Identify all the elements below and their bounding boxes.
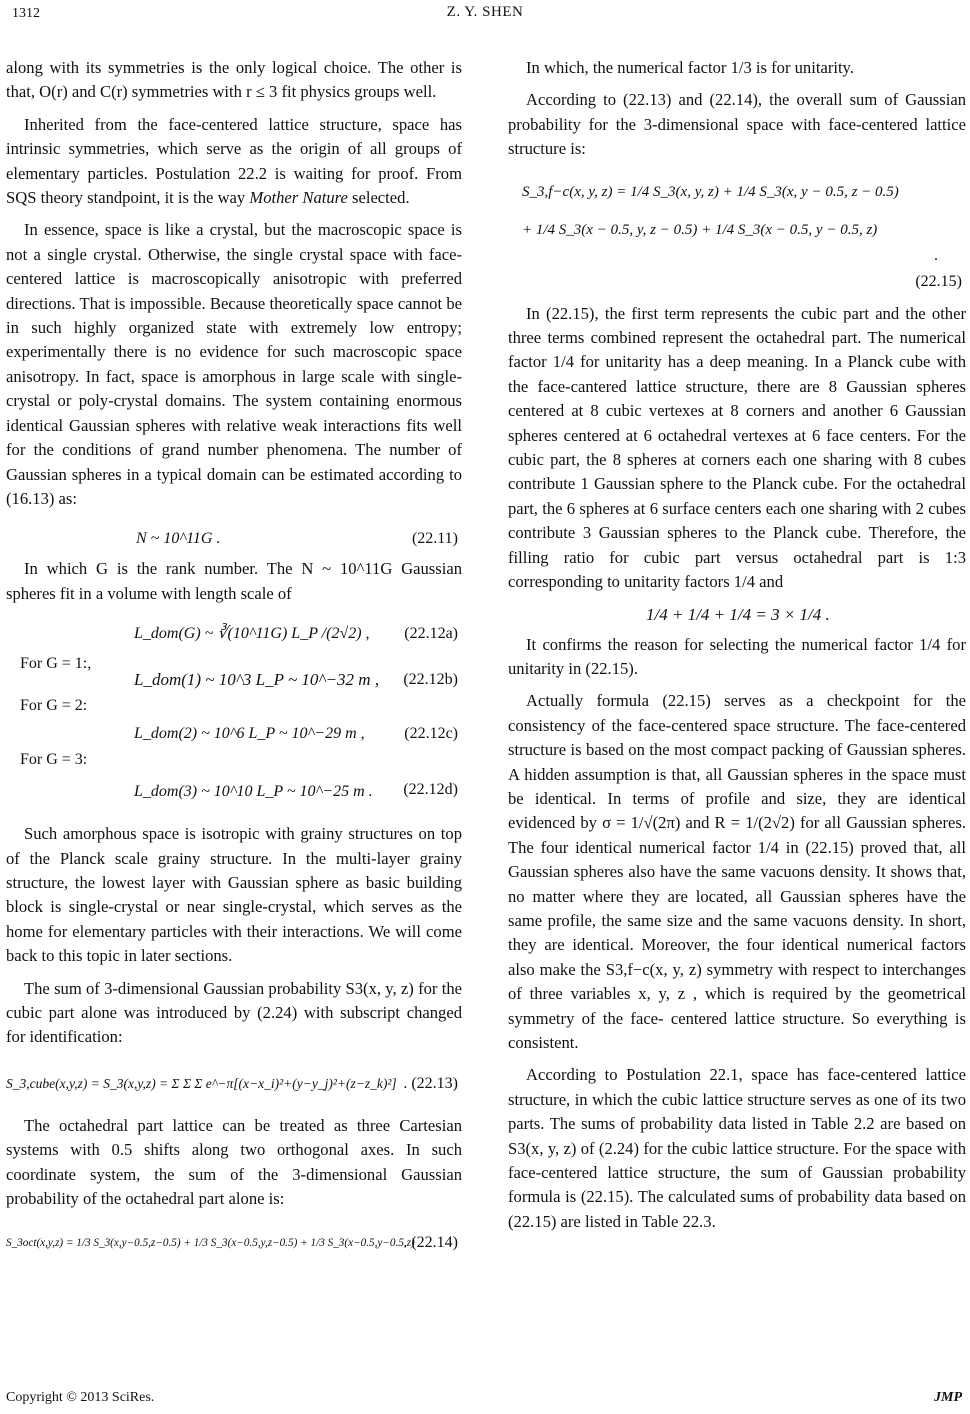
equation-22-15: S_3,f−c(x, y, z) = 1/4 S_3(x, y, z) + 1/4 S_3(x, y − 0.5, z − 0.5) + 1/4 S_3(x − 0.5, y, z − 0.5) + 1/4 S_3(x − 0.5, y − 0.5, z) . (22.15) bbox=[522, 183, 962, 290]
paragraph: The octahedral part lattice can be treated as three Cartesian systems with 0.5 shifts along two orthogonal axes. In such coordinate system, the sum of the 3-dimensional Gaussian probability of the octahedral part alone is: bbox=[6, 1115, 462, 1208]
paragraph: In which G is the rank number. The N ~ 10^11G Gaussian spheres fit in a volume with length scale of bbox=[6, 559, 462, 603]
page-number: 1312 bbox=[12, 6, 40, 21]
left-column bbox=[6, 56, 462, 1263]
paragraph: In essence, space is like a crystal, but the macroscopic space is not a single crystal. Otherwise, the single crystal space with face-centered lattice is macroscopically anisotropic with preferred directions. That is impossible. Because theoretically space cannot be in such highly organized state with extremely low entropy; experimentally there is no evidence for such macroscopic space anisotropy. In fact, space is amorphous in large scale with single-crystal or poly-crystal domains. The system containing enormous identical Gaussian spheres with relative weak interactions fits well for the conditions of grand number phenomena. The number of Gaussian spheres in a typical domain can be estimated according to (16.13) as: bbox=[6, 220, 462, 508]
paragraph: According to (22.13) and (22.14), the overall sum of Gaussian probability for the 3-dimensional space with face-centered lattice structure is: bbox=[508, 90, 966, 159]
equation-22-12d: For G = 3: L_dom(3) ~ 10^10 L_P ~ 10^−25 m . (22.12d) bbox=[20, 751, 458, 801]
right-column bbox=[508, 56, 966, 1242]
paragraph: In (22.15), the first term represents the cubic part and the other three terms combined represent the octahedral part. The numerical factor 1/4 for unitarity has a deep meaning. In a Planck cube with the face-cantered lattice structure, there are 8 Gaussian spheres centered at 8 cubic vertexes at 8 corners and another 6 Gaussian spheres centered at 6 octahedral vertexes at 6 face centers. For the cubic part, the 8 spheres at corners each one sharing with 8 cubes contribute 1 Gaussian sphere to the Planck cube. For the octahedral part, the 6 spheres at 6 surface centers each one sharing with 2 cubes contribute 3 Gaussian spheres to the Planck cube. Therefore, the filling ratio for cubic part versus octahedral part is 1:3 corresponding to unitarity factors 1/4 and bbox=[508, 303, 966, 592]
copyright: Copyright © 2013 SciRes. bbox=[6, 1390, 155, 1405]
equation-22-12a: L_dom(G) ~ ∛(10^11G) L_P /(2√2) , (22.12a) bbox=[134, 625, 458, 643]
equation-quarters: 1/4 + 1/4 + 1/4 = 3 × 1/4 . bbox=[646, 604, 830, 624]
equation-22-13: S_3,cube(x,y,z) = S_3(x,y,z) = Σ Σ Σ e^−π[(x−x_i)²+(y−y_j)²+(z−z_k)²] . (22.13) bbox=[6, 1074, 458, 1092]
running-head: Z. Y. SHEN bbox=[446, 4, 524, 20]
equation-22-12b: For G = 1:, L_dom(1) ~ 10^3 L_P ~ 10^−32 m , (22.12b) bbox=[20, 655, 458, 690]
journal-name: JMP bbox=[934, 1390, 962, 1405]
paragraph: along with its symmetries is the only logical choice. The other is that, O(r) and C(r) symmetries with r ≤ 3 fit physics groups well. bbox=[6, 58, 462, 102]
equation-22-12c: For G = 2: L_dom(2) ~ 10^6 L_P ~ 10^−29 m , (22.12c) bbox=[20, 697, 458, 743]
emphasis: Mother Nature bbox=[249, 188, 348, 208]
paragraph: Inherited from the face-centered lattice structure, space has intrinsic symmetries, which serve as the origin of all groups of elementary particles. Postulation 22.2 is waiting for proof. From SQS theory standpoint, it is the way Mother Nature selected. bbox=[6, 114, 462, 208]
equation-22-11: N ~ 10^11G . (22.11) bbox=[136, 530, 458, 548]
paragraph: It confirms the reason for selecting the numerical factor 1/4 for unitarity in (22.15). bbox=[508, 634, 966, 678]
paragraph: Such amorphous space is isotropic with grainy structures on top of the Planck scale grainy structure. In the multi-layer grainy structure, the lowest layer with Gaussian sphere as basic building block is single-crystal or near single-crystal, which serves as the home for elementary particles with their interactions. We will come back to this topic in later sections. bbox=[6, 824, 462, 966]
paragraph: The sum of 3-dimensional Gaussian probability S3(x, y, z) for the cubic part alone was introduced by (2.24) with subscript changed for identification: bbox=[6, 978, 462, 1047]
paragraph: In which, the numerical factor 1/3 is for unitarity. bbox=[526, 58, 854, 77]
paragraph: According to Postulation 22.1, space has face-centered lattice structure, in which the cubic lattice structure serves as one of its two parts. The sums of probability data listed in Table 2.2 are based on S3(x, y, z) of (2.24) for the cubic lattice structure. For the space with face-centered lattice structure, the sum of Gaussian probability formula is (22.15). The calculated sums of probability data based on (22.15) are listed in Table 22.3. bbox=[508, 1065, 966, 1231]
equation-22-14: S_3oct(x,y,z) = 1/3 S_3(x,y−0.5,z−0.5) + 1/3 S_3(x−0.5,y,z−0.5) + 1/3 S_3(x−0.5,y−0.5,z) . (22.14) bbox=[6, 1234, 458, 1252]
paragraph: Actually formula (22.15) serves as a checkpoint for the consistency of the face-centered space structure. The face-centered structure is based on the most compact packing of Gaussian spheres. A hidden assumption is that, all Gaussian spheres in the space must be identical. In terms of profile and size, they are identical evidenced by σ = 1/√(2π) and R = 1/(2√2) for all Gaussian spheres. The four identical numerical factor 1/4 in (22.15) proved that, all Gaussian spheres also have the same vacuons density. It shows that, no matter where they are located, all Gaussian spheres have the same profile, the same size and the same vacuons density. In short, they are identical. Moreover, the four identical numerical factors also make the S3,f−c(x, y, z) symmetry with respect to interchanges of three variables x, y, z , which is required by the geometrical symmetry of the face- centered lattice structure. So everything is consistent. bbox=[508, 691, 966, 1052]
